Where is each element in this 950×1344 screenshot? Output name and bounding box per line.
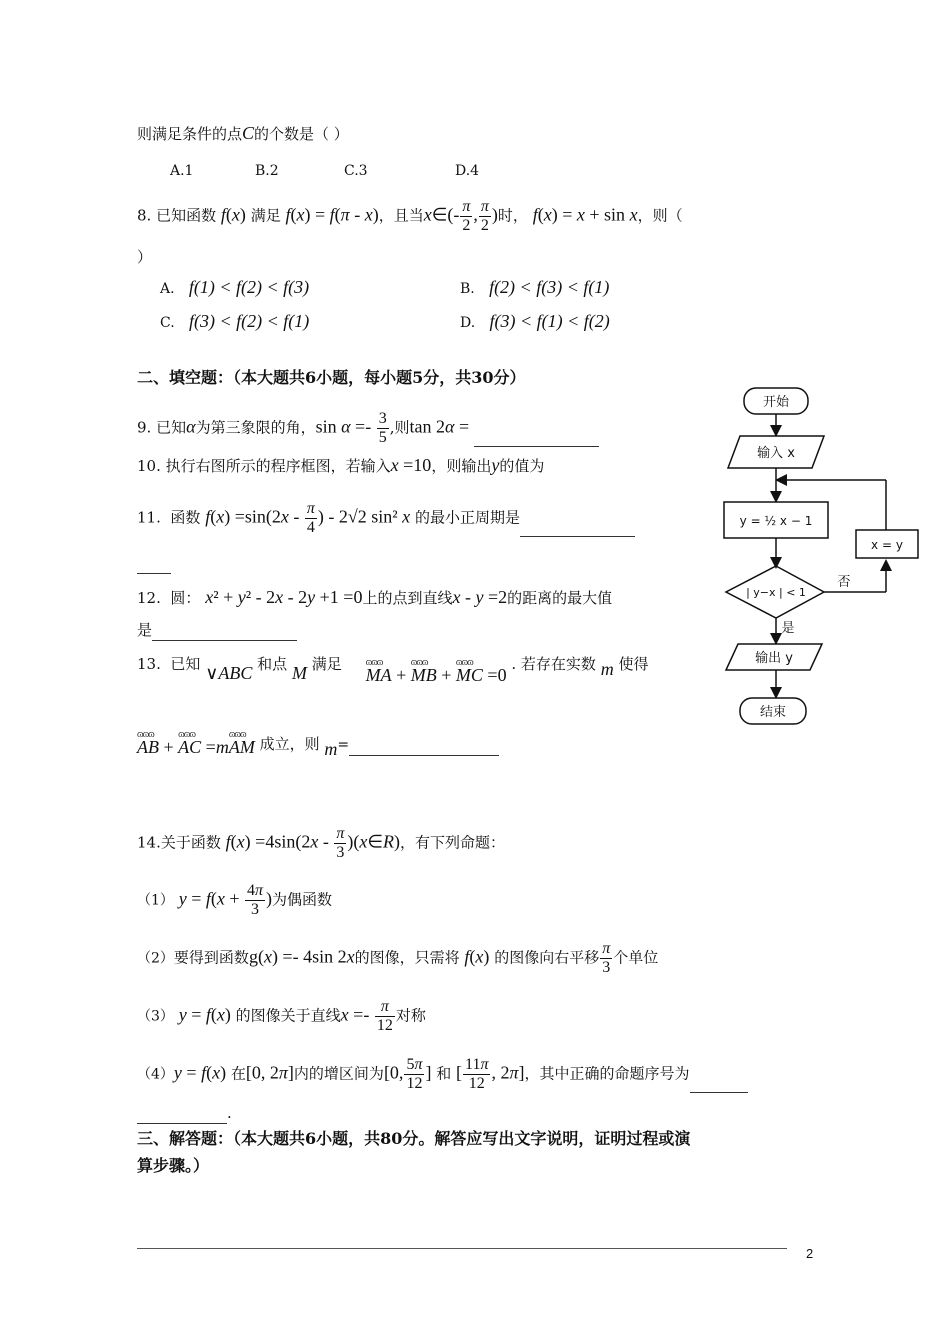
flow-assign-x-label: x = y (871, 538, 903, 552)
q7-option-d: D.4 (455, 163, 480, 179)
q13-line2: ɷɷɷ AB + ɷɷɷ AC =mɷɷɷ AM 成立，则 m= (137, 732, 499, 756)
q14-item-4: （4）y = f(x) 在[0, 2π]内的增区间为[0, $\frac{5\pi}{12}$ ] 和 [ $\frac{11\pi}{12}$ , 2π]，其中正确的命题序号为 (137, 1056, 748, 1093)
footer-rule (137, 1248, 787, 1249)
q14-item-2: （2）要得到函数g(x) =- 4sin 2x的图像，只需将 f(x) 的图像向右平移 $\frac{\pi}{3}$ 个单位 (137, 940, 659, 976)
q10: 10. 执行右图所示的程序框图，若输入x =10，则输出y的值为 (137, 455, 545, 475)
q8-close-paren: ） (137, 248, 153, 266)
q8-stem: 8. 已知函数 f(x) 满足 f(x) = f(π - x)，且当x∈(- $\frac{\pi}{2}$ , $\frac{\pi}{2}$ )时， f(x) = x + sin x，则（ (137, 198, 683, 234)
q14-item-3: （3） y = f(x) 的图像关于直线x =- $\frac{\pi}{12}$ 对称 (137, 998, 426, 1034)
q7-option-a: A.1 (170, 163, 194, 179)
q7-option-b: B.2 (255, 163, 279, 179)
section2-heading: 二、填空题：（本大题共6小题，每小题5分，共30分） (137, 368, 526, 387)
q12-line2: 是 (137, 619, 297, 641)
flow-output-label: 输出 y (755, 651, 793, 666)
q8-option-b: B. f(2) < f(3) < f(1) (460, 277, 610, 297)
q7-tail: 则满足条件的点C的个数是（ ） (137, 123, 349, 143)
q14-stem: 14.关于函数 f(x) =4sin(2x - $\frac{\pi}{3}$ )(x∈R)，有下列命题： (137, 825, 506, 861)
q11: 11. 函数 f(x) =sin(2x - $\frac{\pi}{4}$ ) - 2√2 sin² x 的最小正周期是 (137, 500, 635, 537)
q12: 12. 圆： x² + y² - 2x - 2y +1 =0上的点到直线x - y =2的距离的最大值 (137, 587, 613, 607)
q8-option-d: D. f(3) < f(1) < f(2) (460, 311, 610, 331)
flow-no-label: 否 (837, 575, 851, 590)
flow-condition-label: | y−x | < 1 (746, 586, 806, 599)
flow-start-label: 开始 (762, 395, 790, 410)
q13: 13. 已知 ∨ABC 和点 M 满足 ɷɷɷ MA + ɷɷɷ MB + ɷɷɷ MC =0 . 若存在实数 m 使得 (137, 652, 648, 675)
q8-option-a: A. f(1) < f(2) < f(3) (160, 277, 310, 297)
program-flowchart (718, 380, 928, 740)
section3-heading-line2: 算步骤。） (137, 1156, 210, 1175)
q9: 9. 已知α为第三象限的角，sin α =- $\frac{3}{5}$ ,则tan 2α = (137, 410, 599, 447)
q8-option-c: C. f(3) < f(2) < f(1) (160, 311, 310, 331)
q11-blank-tail (137, 552, 171, 574)
flow-assign-y-label: y = ½ x − 1 (739, 514, 813, 528)
flow-yes-label: 是 (781, 621, 795, 636)
q14-end: . (137, 1102, 232, 1124)
flow-input-label: 输入 x (757, 446, 795, 461)
q7-option-c: C.3 (344, 163, 368, 179)
page-number: 2 (806, 1246, 814, 1261)
q14-item-1: （1） y = f(x + $\frac{4\pi}{3}$ )为偶函数 (137, 882, 333, 918)
section3-heading-line1: 三、解答题：（本大题共6小题，共80分。解答应写出文字说明，证明过程或演 (137, 1129, 691, 1148)
flow-end-label: 结束 (759, 705, 787, 720)
